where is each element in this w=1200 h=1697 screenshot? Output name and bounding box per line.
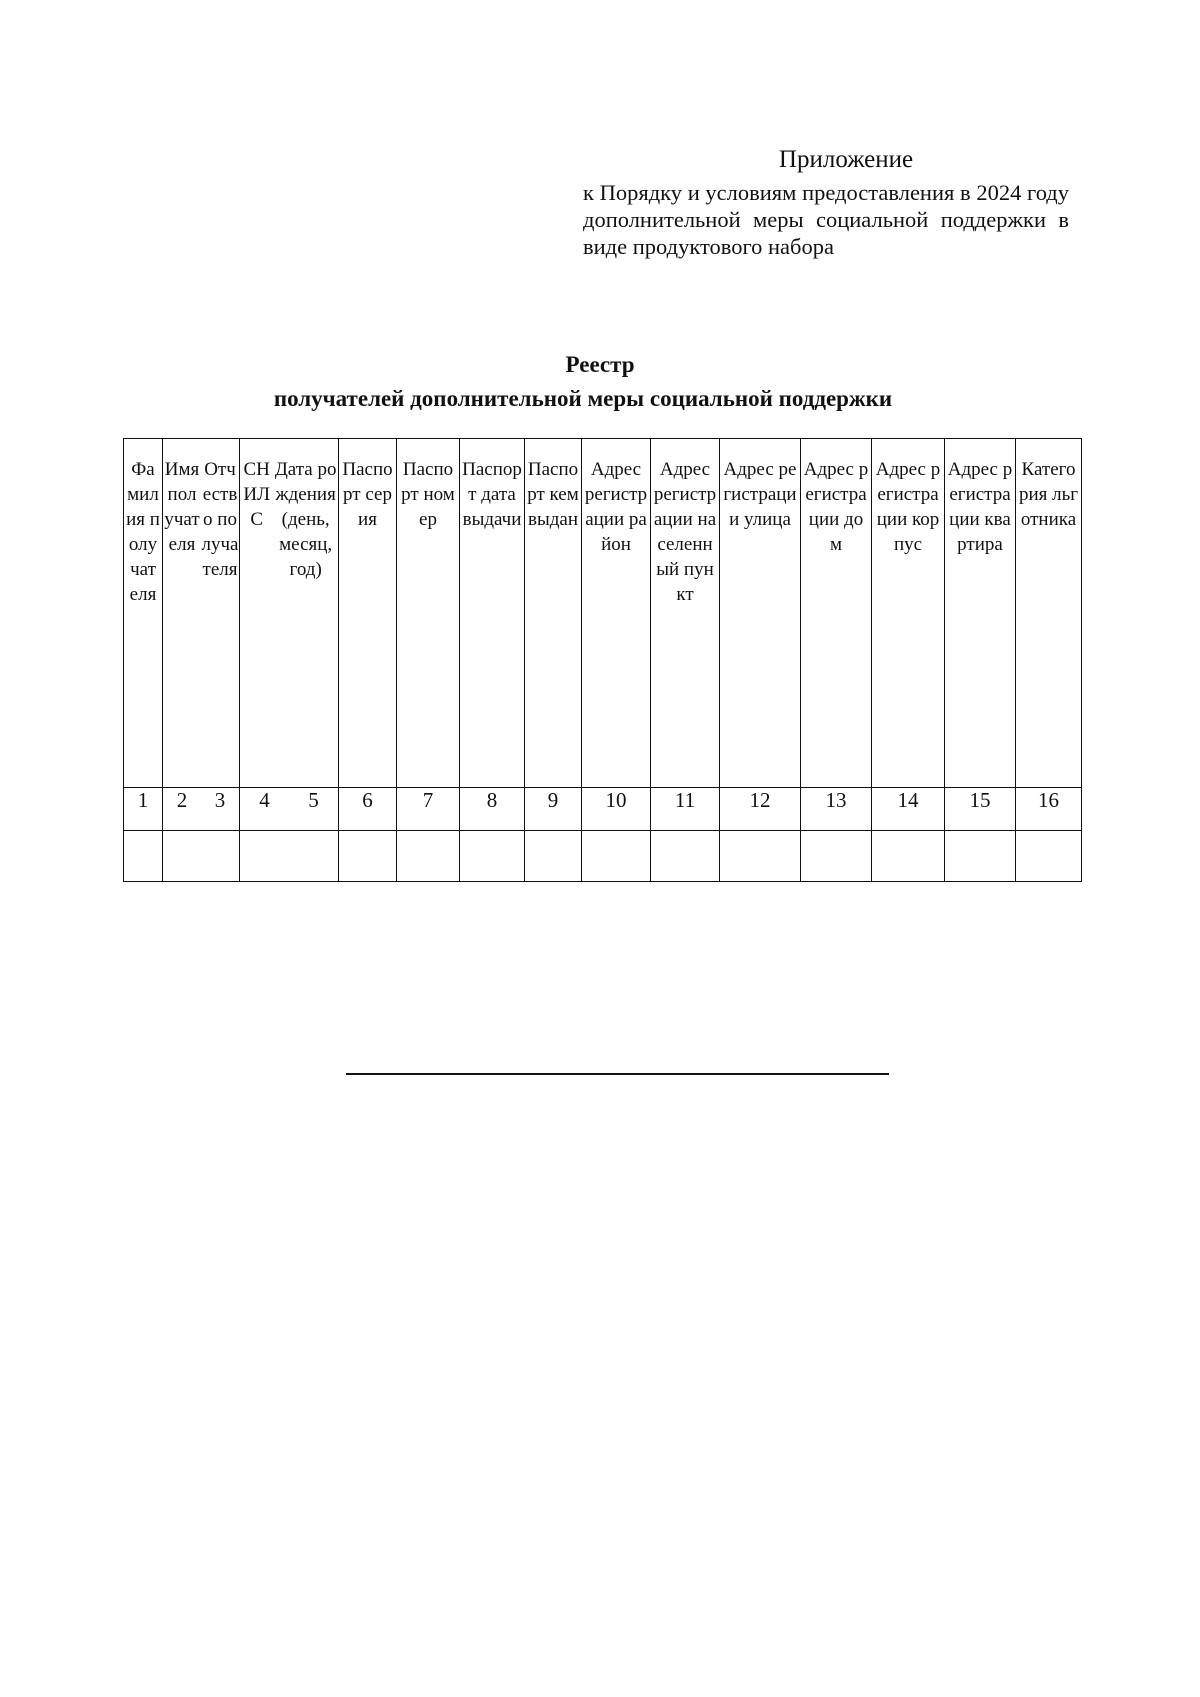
- header-patronymic: Отчество получателя: [201, 459, 239, 580]
- column-number: 4: [259, 788, 270, 812]
- header-beneficiary-category: Категория льготника: [1018, 459, 1079, 530]
- header-cell-15: [945, 439, 1016, 788]
- column-number: 6: [339, 788, 397, 831]
- column-number: 9: [525, 788, 582, 831]
- appendix-block: [583, 146, 1069, 260]
- column-number: 16: [1016, 788, 1082, 831]
- empty-cell: [525, 831, 582, 882]
- header-address-building: Адрес регистрации корпус: [875, 459, 941, 555]
- header-passport-series: Паспорт серия: [342, 459, 393, 530]
- column-number-pair: [240, 788, 339, 831]
- column-number: 12: [720, 788, 801, 831]
- header-address-apartment: Адрес регистрации квартира: [947, 459, 1013, 555]
- column-number: 14: [872, 788, 945, 831]
- empty-cell: [163, 831, 240, 882]
- column-number-row: [124, 788, 1082, 831]
- column-number: 11: [651, 788, 720, 831]
- column-number: 2: [176, 788, 188, 812]
- column-number: 3: [214, 788, 226, 812]
- column-number: 15: [945, 788, 1016, 831]
- empty-cell: [1016, 831, 1082, 882]
- header-birth-date: Дата рождения (день, месяц, год): [274, 459, 337, 580]
- column-number: 10: [582, 788, 651, 831]
- empty-cell: [240, 831, 339, 882]
- empty-cell: [720, 831, 801, 882]
- header-cell-14: [872, 439, 945, 788]
- header-cell-13: [801, 439, 872, 788]
- header-cell-16: [1016, 439, 1082, 788]
- header-passport-issued-by: Паспорт кем выдан: [527, 459, 579, 530]
- empty-data-row: [124, 831, 1082, 882]
- header-address-locality: Адрес регистрации населенный пункт: [653, 459, 717, 605]
- document-title: [150, 348, 1110, 416]
- header-snils: СНИЛС: [243, 459, 270, 530]
- column-number: 1: [124, 788, 163, 831]
- column-number: 7: [397, 788, 460, 831]
- column-number-pair: [163, 788, 240, 831]
- empty-cell: [339, 831, 397, 882]
- header-row: [124, 439, 1082, 788]
- empty-cell: [945, 831, 1016, 882]
- header-cell-6: [339, 439, 397, 788]
- header-cell-12: [720, 439, 801, 788]
- header-address-district: Адрес регистрации район: [584, 459, 648, 555]
- title-line-1: Реестр: [565, 352, 635, 377]
- column-number: 8: [460, 788, 525, 831]
- header-passport-issue-date: Паспорт дата выдачи: [462, 459, 522, 530]
- empty-cell: [801, 831, 872, 882]
- header-cell-7: [397, 439, 460, 788]
- header-first-name: Имя получателя: [164, 459, 200, 555]
- empty-cell: [460, 831, 525, 882]
- header-cell-11: [651, 439, 720, 788]
- header-passport-number: Паспорт номер: [401, 459, 455, 530]
- header-cell-10: [582, 439, 651, 788]
- column-number: 13: [801, 788, 872, 831]
- header-cell-1: [124, 439, 163, 788]
- empty-cell: [124, 831, 163, 882]
- signature-line: [346, 1073, 889, 1075]
- header-address-street: Адрес регистрации улица: [723, 459, 797, 530]
- empty-cell: [872, 831, 945, 882]
- title-line-2: получателей дополнительной меры социальной поддержки: [273, 386, 893, 411]
- appendix-text: к Порядку и условиям предоставления в 2024 году дополнительной меры социальной поддержки в виде продуктового набора: [583, 180, 1069, 259]
- header-address-house: Адрес регистрации дом: [803, 459, 869, 555]
- header-cell-8: [460, 439, 525, 788]
- empty-cell: [582, 831, 651, 882]
- appendix-heading: Приложение: [778, 146, 914, 173]
- header-surname: Фамилия получателя: [126, 459, 160, 605]
- header-cell-4-5: [240, 439, 339, 788]
- column-number: 5: [308, 788, 319, 812]
- header-cell-9: [525, 439, 582, 788]
- empty-cell: [651, 831, 720, 882]
- empty-cell: [397, 831, 460, 882]
- registry-table: [123, 438, 1082, 882]
- header-cell-2-3: [163, 439, 240, 788]
